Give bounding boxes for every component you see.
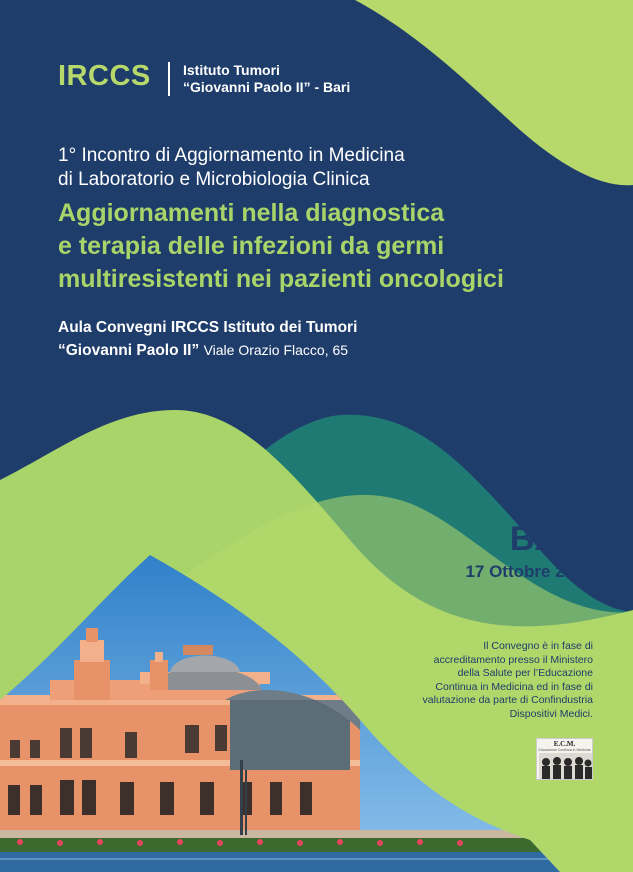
event-subtitle	[58, 144, 405, 192]
accreditation-note	[380, 640, 593, 721]
ecm-logo-text: E.C.M.	[553, 740, 576, 748]
accreditation-line: accreditamento presso il Ministero	[433, 653, 593, 666]
venue-line-1: Aula Convegni IRCCS Istituto dei Tumori	[58, 319, 358, 336]
institute-line-2: “Giovanni Paolo II” - Bari	[183, 79, 351, 95]
venue-address: Viale Orazio Flacco, 65	[203, 342, 349, 358]
ecm-logo-subtext: Educazione Continua in Medicina	[538, 748, 591, 752]
accreditation-line: Il Convegno è in fase di	[483, 640, 593, 652]
event-title	[58, 197, 504, 296]
venue-line-2	[58, 339, 357, 362]
accreditation-line: della Salute per l’Educazione	[457, 667, 593, 679]
title-line-1: Aggiornamenti nella diagnostica	[58, 199, 445, 227]
institute-line-1: Istituto Tumori	[183, 62, 280, 78]
institute-name	[183, 62, 350, 96]
event-city: BARI	[509, 520, 593, 558]
subtitle-line-2: di Laboratorio e Microbiologia Clinica	[58, 169, 370, 190]
irccs-logo: IRCCS	[58, 60, 151, 92]
logo-divider	[168, 62, 170, 96]
ecm-logo	[536, 738, 593, 780]
subtitle-line-1: 1° Incontro di Aggiornamento in Medicina	[58, 145, 405, 166]
ecm-people-icon	[539, 753, 592, 779]
event-date: 17 Ottobre 2025	[465, 562, 593, 581]
accreditation-line: valutazione da parte di Confindustria	[422, 694, 593, 706]
accreditation-line: Dispositivi Medici.	[509, 707, 593, 720]
venue	[58, 316, 357, 362]
title-line-3: multiresistenti nei pazienti oncologici	[58, 265, 504, 293]
title-line-2: e terapia delle infezioni da germi	[58, 232, 445, 260]
venue-name: “Giovanni Paolo II”	[58, 342, 200, 359]
accreditation-line: Continua in Medicina ed in fase di	[435, 680, 593, 693]
